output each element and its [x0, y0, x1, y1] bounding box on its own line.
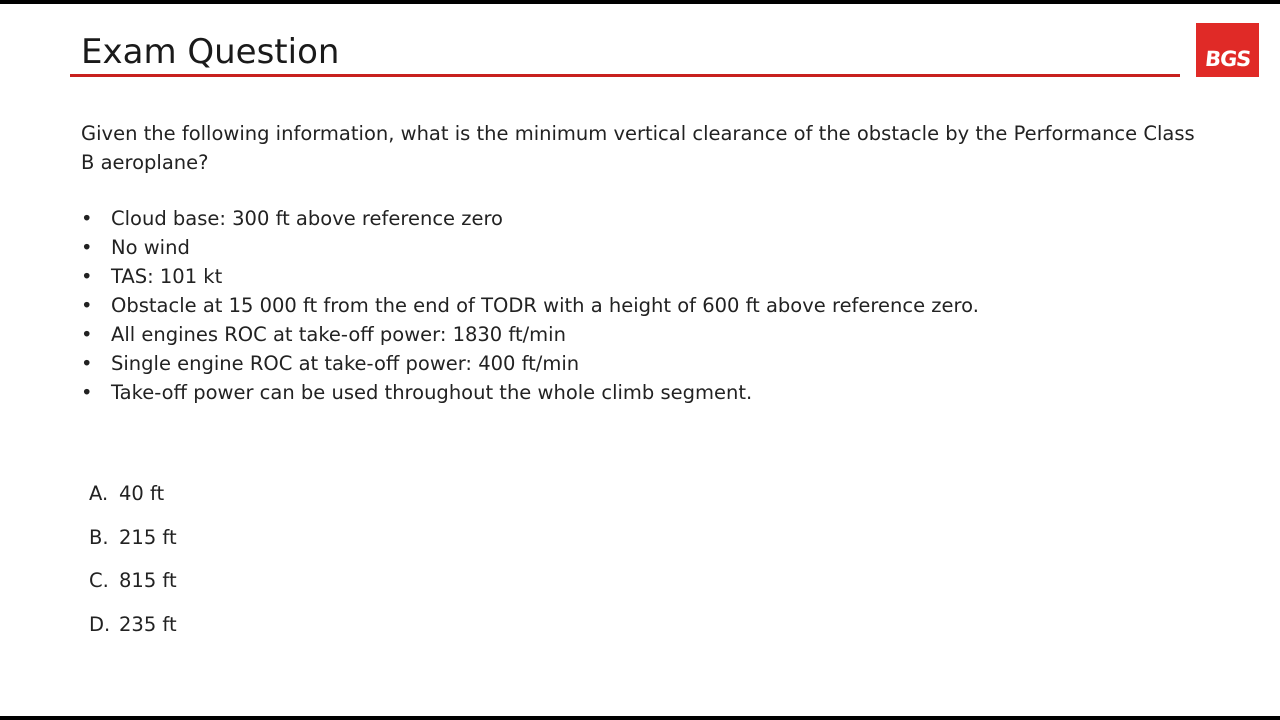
list-item — [81, 291, 1201, 320]
bullet-icon: • — [81, 207, 93, 230]
bullet-text: TAS: 101 kt — [111, 265, 223, 288]
bullet-text: All engines ROC at take-off power: 1830 ft/min — [111, 323, 566, 346]
answer-option-b[interactable] — [89, 523, 177, 567]
list-item — [81, 204, 1201, 233]
title-underline — [70, 74, 1180, 77]
bullet-text: Take-off power can be used throughout the whole climb segment. — [111, 381, 753, 404]
bullet-icon: • — [81, 352, 93, 375]
bullet-icon: • — [81, 294, 93, 317]
option-letter: C. — [89, 569, 109, 593]
option-text: 815 ft — [119, 569, 177, 593]
answer-option-a[interactable] — [89, 479, 177, 523]
given-info-list — [81, 204, 1201, 407]
list-item — [81, 378, 1201, 407]
option-letter: B. — [89, 525, 109, 549]
bgs-logo — [1196, 23, 1259, 77]
slide — [0, 4, 1280, 716]
list-item — [81, 262, 1201, 291]
list-item — [81, 233, 1201, 262]
answer-options — [89, 479, 177, 653]
bullet-text: Cloud base: 300 ft above reference zero — [111, 207, 503, 230]
bullet-text: No wind — [111, 236, 190, 259]
option-letter: D. — [89, 612, 111, 636]
logo-text: BGS — [1203, 47, 1252, 71]
option-text: 40 ft — [119, 482, 165, 505]
option-text: 215 ft — [119, 525, 177, 549]
list-item — [81, 320, 1201, 349]
slide-title: Exam Question — [81, 32, 340, 72]
list-item — [81, 349, 1201, 378]
question-text: Given the following information, what is the minimum vertical clearance of the obstacle by the Performance Class B aeroplane? — [81, 122, 1195, 174]
option-letter: A. — [89, 482, 109, 505]
bullet-icon: • — [81, 265, 93, 288]
bullet-text: Obstacle at 15 000 ft from the end of TODR with a height of 600 ft above reference zero. — [111, 294, 979, 317]
answer-option-c[interactable] — [89, 566, 177, 610]
bullet-icon: • — [81, 381, 93, 404]
option-text: 235 ft — [119, 612, 177, 636]
bullet-icon: • — [81, 323, 93, 346]
bullet-text: Single engine ROC at take-off power: 400 ft/min — [111, 352, 580, 375]
answer-option-d[interactable] — [89, 610, 177, 654]
bullet-icon: • — [81, 236, 93, 259]
